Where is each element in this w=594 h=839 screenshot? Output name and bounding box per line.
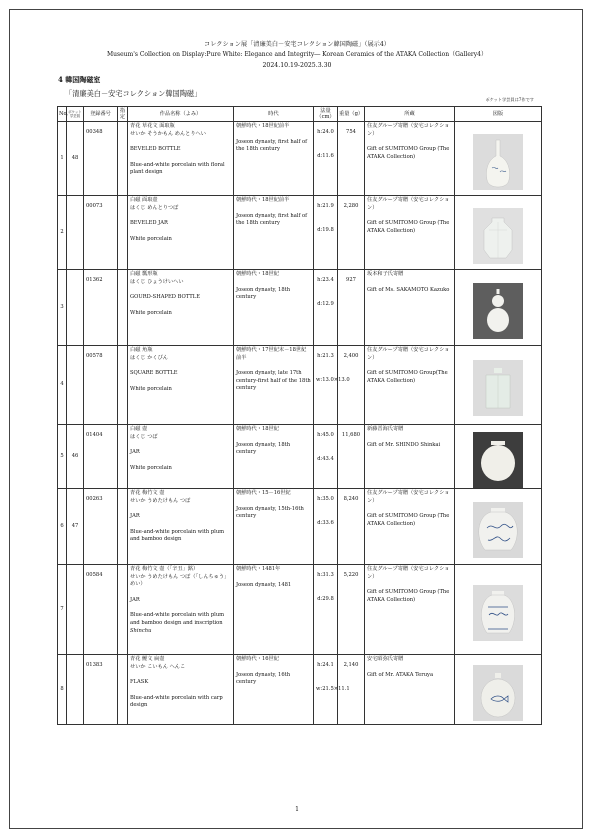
period-en: Joseon dynasty, 16th century (236, 671, 291, 686)
work-title-jp: 青花 梅竹文 壺（「辛丑」銘） (130, 566, 199, 572)
cell-image (455, 565, 542, 655)
weight-value: 2,280 (343, 203, 359, 209)
cell-designation (118, 122, 128, 196)
col-weight: 重量（g） (338, 107, 365, 122)
work-title-jp: 白磁 面取壺 (130, 197, 158, 203)
reg-number: 00578 (86, 353, 103, 359)
cell-pocket (67, 655, 84, 725)
work-title-jp: 青花 鯉文 扁壺 (130, 656, 165, 662)
work-title-en: FLASK (130, 679, 149, 686)
cell-owner (365, 196, 455, 270)
reg-number: 00073 (86, 203, 103, 209)
table-row (58, 565, 542, 655)
col-pocket: ポケット学芸員 (67, 107, 84, 122)
cell-no: 3 (58, 270, 67, 346)
period-en: Joseon dynasty, 18th century (236, 286, 291, 301)
cell-owner (365, 122, 455, 196)
cell-period (234, 489, 314, 565)
owner-jp: 住友グループ寄贈（安宅コレクション） (367, 197, 450, 211)
cell-period (234, 122, 314, 196)
cell-image (455, 270, 542, 346)
size-width: d:29.8 (317, 595, 334, 602)
size-height: h:21.3 (317, 353, 334, 359)
cell-no: 2 (58, 196, 67, 270)
col-title: 作品名称（よみ） (128, 107, 234, 122)
cell-weight (338, 122, 365, 196)
size-height: h:21.9 (317, 203, 334, 209)
cell-no: 1 (58, 122, 67, 196)
cell-size (314, 346, 350, 425)
period-jp: 朝鮮時代・1481年 (236, 566, 281, 572)
period-en: Joseon dynasty, 1481 (236, 581, 292, 588)
owner-jp: 住友グループ寄贈（安宅コレクション） (367, 123, 450, 137)
reg-number: 01383 (86, 662, 103, 668)
cell-owner (365, 346, 455, 425)
work-desc: Blue-and-white porcelain with floral plant design (130, 161, 225, 176)
size-width: d:19.8 (317, 226, 334, 233)
cell-no: 4 (58, 346, 67, 425)
work-desc: White porcelain (130, 464, 172, 471)
cell-no: 5 (58, 425, 67, 489)
inscribed-jar-photo (473, 585, 523, 641)
period-jp: 朝鮮時代・15－16世紀 (236, 490, 291, 496)
cell-designation (118, 346, 128, 425)
period-en: Joseon dynasty, late 17th century-first half of the 18th century (236, 370, 311, 392)
cell-title (128, 489, 234, 565)
owner-jp: 住友グループ寄贈（安宅コレクション） (367, 490, 450, 504)
period-jp: 朝鮮時代・16世紀 (236, 656, 279, 662)
col-image: 図版 (455, 107, 542, 122)
size-width: d:11.6 (317, 152, 334, 159)
cell-reg (84, 122, 118, 196)
carp-flask-photo (473, 665, 523, 721)
cell-period (234, 346, 314, 425)
square-bottle-photo (473, 360, 523, 416)
col-size: 法量（cm） (314, 107, 338, 122)
cell-period (234, 425, 314, 489)
weight-value: 8,240 (343, 496, 359, 502)
work-title-jp: 青花 草花文 面取瓶 (130, 123, 175, 129)
work-title-kana: せいか うめたけもん つぼ（「しんちゅう」めい） (130, 573, 230, 588)
reg-number: 00584 (86, 572, 103, 578)
table-row (58, 196, 542, 270)
owner-en: Gift of SUMITOMO Group(The ATAKA Collection) (367, 370, 448, 384)
period-jp: 朝鮮時代・18世紀 (236, 271, 279, 277)
work-title-kana: はくじ めんとりつぼ (130, 204, 179, 211)
cell-period (234, 565, 314, 655)
weight-value: 11,680 (341, 432, 361, 438)
cell-title (128, 270, 234, 346)
cell-no: 8 (58, 655, 67, 725)
period-jp: 朝鮮時代・17世紀末－18世紀前半 (236, 347, 307, 361)
period-jp: 朝鮮時代・18世紀前半 (236, 123, 290, 129)
beveled-bottle-photo (473, 134, 523, 190)
cell-pocket: 46 (67, 425, 84, 489)
cell-pocket (67, 270, 84, 346)
work-title-kana: はくじ かくびん (130, 354, 168, 361)
owner-en: Gift of Mr. SHINDO Shinkai (367, 441, 441, 448)
cell-title (128, 425, 234, 489)
size-width: w:21.5×11.1 (316, 685, 350, 692)
collection-table (57, 106, 542, 725)
size-width: d:33.6 (317, 519, 334, 526)
size-width: d:43.4 (317, 455, 334, 462)
work-title-en: JAR (130, 513, 140, 520)
period-en: Joseon dynasty, 18th century (236, 441, 291, 456)
cell-size (314, 270, 338, 346)
reg-number: 00263 (86, 496, 103, 502)
cell-designation (118, 489, 128, 565)
work-title-jp: 白磁 壺 (130, 426, 148, 432)
cell-reg (84, 270, 118, 346)
weight-value: 754 (346, 129, 356, 135)
pocket-note: ポケット学芸員は7作です (485, 97, 534, 102)
reg-number: 01404 (86, 432, 103, 438)
work-title-kana: せいか そうかもん めんとりへい (130, 130, 206, 137)
size-height: h:23.4 (317, 277, 334, 283)
cell-period (234, 196, 314, 270)
col-reg: 登録番号 (84, 107, 118, 122)
cell-owner (365, 489, 455, 565)
cell-designation (118, 425, 128, 489)
owner-en: Gift of Ms. SAKAMOTO Kazuko (367, 286, 450, 293)
size-height: h:35.0 (317, 496, 334, 502)
cell-weight (338, 489, 365, 565)
cell-size (314, 489, 338, 565)
owner-en: Gift of SUMITOMO Group (The ATAKA Collection) (367, 589, 450, 603)
table-row (58, 270, 542, 346)
owner-en: Gift of SUMITOMO Group (The ATAKA Collection) (367, 220, 450, 234)
work-desc: White porcelain (130, 385, 172, 392)
col-designation: 指定 (118, 107, 128, 122)
work-title-en: JAR (130, 596, 140, 603)
owner-jp: 住友グループ寄贈（安宅コレクション） (367, 347, 450, 361)
cell-no: 7 (58, 565, 67, 655)
cell-owner (365, 655, 455, 725)
work-title-jp: 青花 梅竹文 壺 (130, 490, 165, 496)
work-desc: Blue-and-white porcelain with carp design (130, 694, 223, 709)
gourd-bottle-photo (473, 283, 523, 339)
table-row (58, 346, 542, 425)
plum-bamboo-jar-photo (473, 502, 523, 558)
cell-image (455, 655, 542, 725)
reg-number: 00348 (86, 129, 103, 135)
size-height: h:31.3 (317, 572, 334, 578)
work-title-jp: 白磁 角瓶 (130, 347, 153, 353)
work-desc: Blue-and-white porcelain with plum and bamboo design (130, 528, 225, 543)
work-title-en: BEVELED BOTTLE (130, 146, 181, 153)
table-row (58, 122, 542, 196)
cell-owner (365, 565, 455, 655)
cell-reg (84, 425, 118, 489)
weight-value: 927 (346, 277, 356, 283)
cell-period (234, 655, 314, 725)
cell-designation (118, 196, 128, 270)
work-title-kana: せいか こいもん へんこ (130, 663, 186, 670)
cell-image (455, 196, 542, 270)
work-desc: White porcelain (130, 235, 172, 242)
page-number: 1 (295, 806, 299, 813)
table-row (58, 655, 542, 725)
work-title-en: SQUARE BOTTLE (130, 370, 178, 377)
period-jp: 朝鮮時代・18世紀前半 (236, 197, 290, 203)
owner-en: Gift of SUMITOMO Group (The ATAKA Collection) (367, 513, 450, 527)
cell-title (128, 346, 234, 425)
col-owner: 所蔵 (365, 107, 455, 122)
cell-pocket (67, 565, 84, 655)
weight-value: 2,140 (343, 662, 359, 668)
size-height: h:45.0 (317, 432, 334, 438)
cell-title (128, 655, 234, 725)
cell-image (455, 489, 542, 565)
cell-reg (84, 565, 118, 655)
cell-title (128, 122, 234, 196)
work-title-jp: 白磁 瓢形瓶 (130, 271, 158, 277)
cell-size (314, 565, 338, 655)
table-row (58, 489, 542, 565)
cell-weight (338, 346, 365, 425)
work-title-en: BEVELED JAR (130, 220, 168, 227)
header-title-en: Museum's Collection on Display:Pure White: Elegance and Integrity― Korean Ceramics of the ATAKA Collection（Gallery4） (107, 51, 487, 58)
section-title: 4 韓国陶磁室 (58, 75, 101, 84)
header-title-jp: コレクション展「清廉美白－安宅コレクション韓国陶磁」（展示4） (204, 41, 390, 48)
beveled-jar-photo (473, 208, 523, 264)
work-title-kana: はくじ つぼ (130, 433, 158, 440)
cell-reg (84, 346, 118, 425)
cell-size (314, 122, 338, 196)
period-jp: 朝鮮時代・18世紀 (236, 426, 279, 432)
cell-pocket: 48 (67, 122, 84, 196)
cell-designation (118, 565, 128, 655)
period-en: Joseon dynasty, first half of the 18th century (236, 212, 308, 227)
cell-image (455, 122, 542, 196)
work-title-kana: せいか うめたけもん つぼ (130, 497, 191, 504)
work-desc: Blue-and-white porcelain with plum and bamboo design and inscription (130, 612, 225, 626)
weight-value: 5,220 (343, 572, 359, 578)
reg-number: 01362 (86, 277, 103, 283)
period-en: Joseon dynasty, first half of the 18th century (236, 138, 308, 153)
cell-image (455, 346, 542, 425)
work-desc: White porcelain (130, 309, 172, 316)
cell-size (314, 196, 338, 270)
owner-en: Gift of SUMITOMO Group (The ATAKA Collection) (367, 146, 450, 160)
size-height: h:24.1 (317, 662, 334, 668)
owner-jp: 安宅昭弥氏寄贈 (367, 656, 404, 662)
work-title-en: GOURD-SHAPED BOTTLE (130, 294, 201, 301)
owner-jp: 住友グループ寄贈（安宅コレクション） (367, 566, 450, 580)
cell-owner (365, 270, 455, 346)
cell-reg (84, 489, 118, 565)
cell-no: 6 (58, 489, 67, 565)
size-height: h:24.0 (317, 129, 334, 135)
cell-size (314, 655, 350, 725)
period-en: Joseon dynasty, 15th-16th century (236, 505, 304, 520)
header-dates: 2024.10.19-2025.3.30 (262, 62, 332, 69)
cell-pocket (67, 196, 84, 270)
cell-designation (118, 270, 128, 346)
col-period: 時代 (234, 107, 314, 122)
moon-jar-photo (473, 432, 523, 488)
col-no: No． (58, 107, 67, 122)
weight-value: 2,400 (343, 353, 359, 359)
cell-reg (84, 196, 118, 270)
owner-jp: 新藤晋海氏寄贈 (367, 426, 404, 432)
table-row (58, 425, 542, 489)
subsection-title: 「清廉美白－安宅コレクション韓国陶磁」 (65, 89, 202, 98)
cell-size (314, 425, 338, 489)
size-width: w:13.0×13.0 (316, 376, 350, 383)
cell-weight (338, 270, 365, 346)
cell-period (234, 270, 314, 346)
owner-jp: 坂本和子氏寄贈 (367, 271, 404, 277)
owner-en: Gift of Mr. ATAKA Teruya (367, 671, 434, 678)
table-header-row (58, 107, 542, 122)
cell-title (128, 565, 234, 655)
cell-reg (84, 655, 118, 725)
cell-pocket (67, 346, 84, 425)
cell-title (128, 196, 234, 270)
cell-designation (118, 655, 128, 725)
cell-weight (338, 425, 365, 489)
work-title-kana: はくじ ひょうけいへい (130, 278, 184, 285)
size-width: d:12.9 (317, 300, 334, 307)
cell-pocket: 47 (67, 489, 84, 565)
work-title-en: JAR (130, 449, 140, 456)
cell-owner (365, 425, 455, 489)
inscription-name: Shinchu (130, 627, 152, 634)
cell-weight (338, 196, 365, 270)
cell-weight (338, 565, 365, 655)
cell-image (455, 425, 542, 489)
